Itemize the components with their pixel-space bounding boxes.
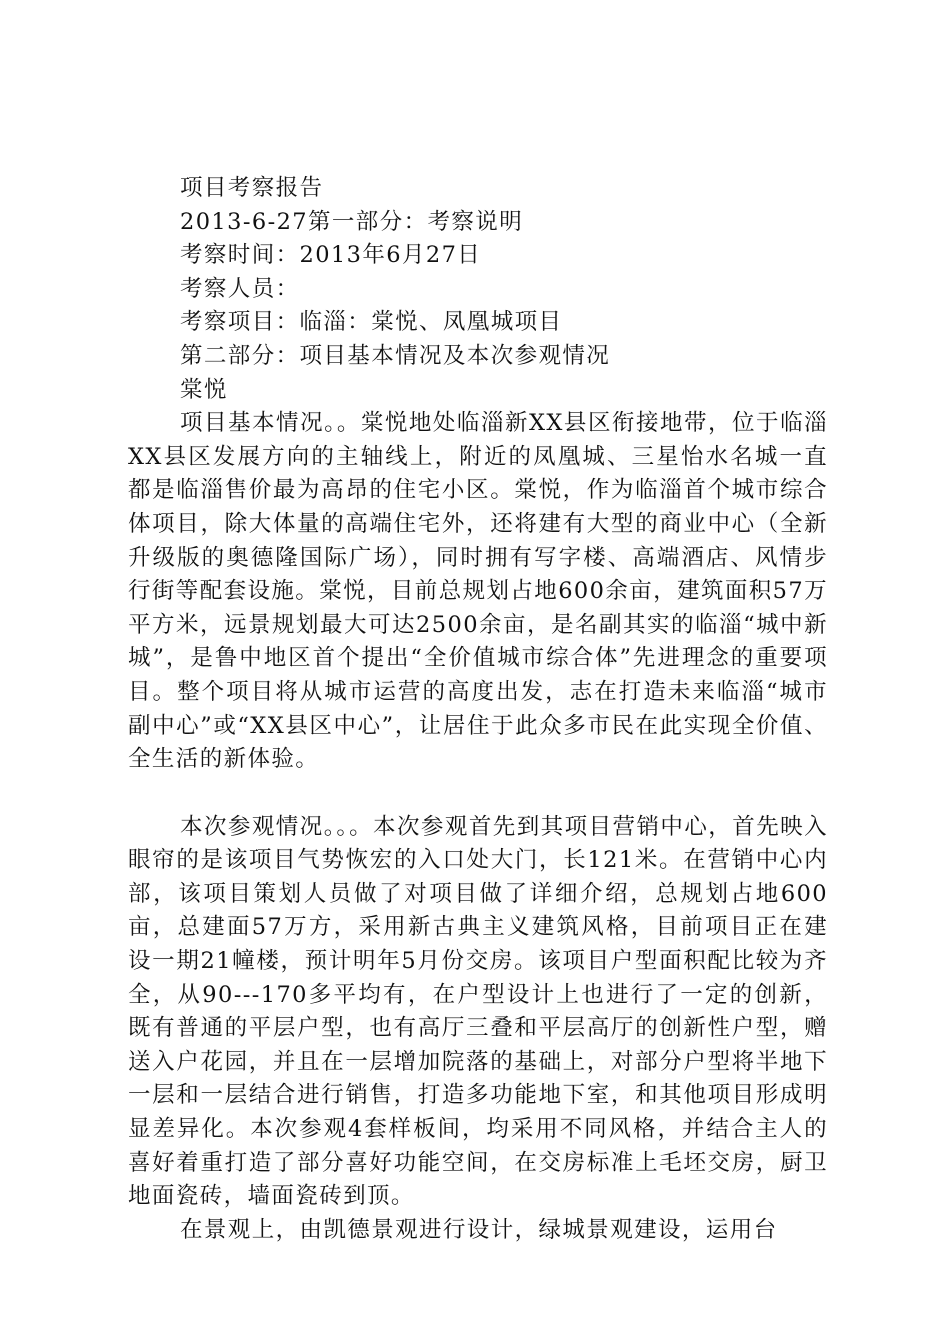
inspection-staff: 考察人员： [180, 275, 300, 302]
document-title: 项目考察报告 [180, 175, 324, 201]
paragraph-basic-info: 项目基本情况。。棠悦地处临淄新XX县区衔接地带，位于临淄XX县区发展方向的主轴线上，附近的凤凰城、三星怡水名城一直都是临淄售价最为高昂的住宅小区。棠悦，作为临淄首个城市综合体项目，除大体量的高端住宅外，还将建有大型的商业中心（全新升级版的奥德隆国际广场），同时拥有写字楼、高端酒店、风情步行街等配套设施。棠悦，目前总规划占地600余亩，建筑面积57万平方米，远景规划最大可达2500余亩，是名副其实的临淄“城中新城”，是鲁中地区首个提出“全价值城市综合体”先进理念的重要项目。整个项目将从城市运营的高度出发，志在打造未来临淄“城市副中心”或“XX县区中心”，让居住于此众多市民在此实现全价值、全生活的新体验。 [128, 410, 828, 773]
document-body [128, 172, 828, 1247]
inspection-project: 考察项目：临淄：棠悦、凤凰城项目 [180, 309, 563, 336]
part2-heading: 第二部分：项目基本情况及本次参观情况 [180, 342, 611, 369]
project-name: 棠悦 [180, 376, 228, 403]
paragraph-gap [128, 777, 828, 811]
paragraph-landscape: 在景观上，由凯德景观进行设计，绿城景观建设，运用台 [180, 1216, 778, 1243]
inspection-time: 考察时间：2013年6月27日 [180, 242, 482, 269]
paragraph-visit-info: 本次参观情况。。。本次参观首先到其项目营销中心，首先映入眼帘的是该项目气势恢宏的入口处大门，长121米。在营销中心内部，该项目策划人员做了对项目做了详细介绍，总规划占地600亩，总建面57万方，采用新古典主义建筑风格，目前项目正在建设一期21幢楼，预计明年5月份交房。该项目户型面积配比较为齐全，从90---170多平均有，在户型设计上也进行了一定的创新，既有普通的平层户型，也有高厅三叠和平层高厅的创新性户型，赠送入户花园，并且在一层增加院落的基础上，对部分户型将半地下一层和一层结合进行销售，打造多功能地下室，和其他项目形成明显差异化。本次参观4套样板间，均采用不同风格，并结合主人的喜好着重打造了部分喜好功能空间，在交房标准上毛坯交房，厨卫地面瓷砖，墙面瓷砖到顶。 [128, 813, 828, 1210]
part1-heading: 2013-6-27第一部分：考察说明 [180, 208, 524, 235]
